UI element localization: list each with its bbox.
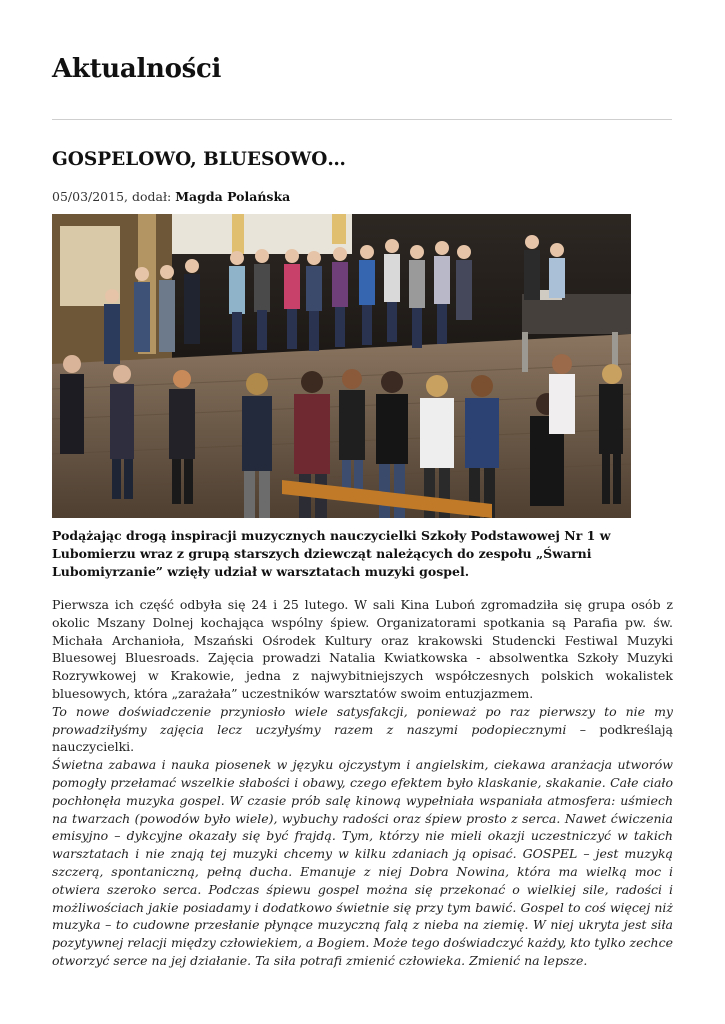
post-title[interactable]: GOSPELOWO, BLUESOWO…	[52, 149, 346, 170]
quote-text: To nowe doświadczenie przyniosło wiele satysfakcji, ponieważ po raz pierwszy to nie my prowadziłyśmy zajęcia lecz uczyłyśmy razem z naszymi podopiecznymi	[52, 703, 673, 737]
post-body	[52, 596, 673, 970]
post-lead: Podążając drogą inspiracji muzycznych nauczycielki Szkoły Podstawowej Nr 1 w Lubomierzu wraz z grupą starszych dziewcząt należących do zespołu „Śwarni Lubomiyrzanie” wzięły udział w warsztatach muzyki gospel.	[52, 528, 611, 579]
post-meta	[52, 189, 290, 204]
post-author: Magda Polańska	[175, 189, 291, 204]
quote-gospel: Świetna zabawa i nauka piosenek w języku ojczystym i angielskim, ciekawa aranżacja utworów pomogły przełamać wszelkie słabości i obawy, czego efektem było klaskanie, skakanie. Całe ciało pochłonęła muzyka gospel. W czasie prób salę kinową wypełniała wspaniała atmosfera: uśmiech na twarzach (powodów było wiele), wybuchy radości oraz śpiew prosto z serca. Nawet ćwiczenia emisyjno – dykcyjne okazały się być frajdą. Tym, którzy nie mieli okazji uczestniczyć w takich warsztatach i nie znają tej muzyki chcemy w kilku zdaniach ją opisać. GOSPEL – jest muzyką szczerą, spontaniczną, pełną ducha. Emanuje z niej Dobra Nowina, która ma wielką moc i otwiera szeroko serca. Podczas śpiewu gospel można się przekonać o wielkiej sile, radości i możliwościach jakie posiadamy i dodatkowo świetnie się przy tym bawić. Gospel to coś więcej niż muzyka – to cudowne przesłanie płynące muzyczną falą z nieba na ziemię. W niej ukryta jest siła pozytywnej relacji między człowiekiem, a Bogiem. Może tego doświadczyć każdy, kto tylko zechce otworzyć serce na jej działanie. Ta siła potrafi zmienić człowieka. Zmienić na lepsze.	[52, 757, 673, 968]
title-divider	[52, 119, 672, 120]
post-photo	[52, 214, 631, 518]
added-by-label: , dodał:	[124, 189, 176, 204]
post-date: 05/03/2015	[52, 189, 125, 204]
quote-teachers	[52, 703, 673, 756]
paragraph-intro: Pierwsza ich część odbyła się 24 i 25 lutego. W sali Kina Luboń zgromadziła się grupa osób z okolic Mszany Dolnej kochająca wspólny śpiew. Organizatorami spotkania są Parafia pw. św. Michała Archanioła, Mszański Ośrodek Kultury oraz krakowski Studencki Festiwal Muzyki Bluesowej Bluesroads. Zajęcia prowadzi Natalia Kwiatkowska - absolwentka Szkoły Muzyki Rozrywkowej w Krakowie, jedna z najwybitniejszych współczesnych polskich wokalistek bluesowych, która „zarażała” uczestników warsztatów swoim entuzjazmem.	[52, 597, 673, 701]
group-photo-illustration	[52, 214, 631, 518]
page-title: Aktualności	[52, 54, 222, 84]
quote-attribution: – podkreślają nauczycielki.	[52, 721, 673, 755]
